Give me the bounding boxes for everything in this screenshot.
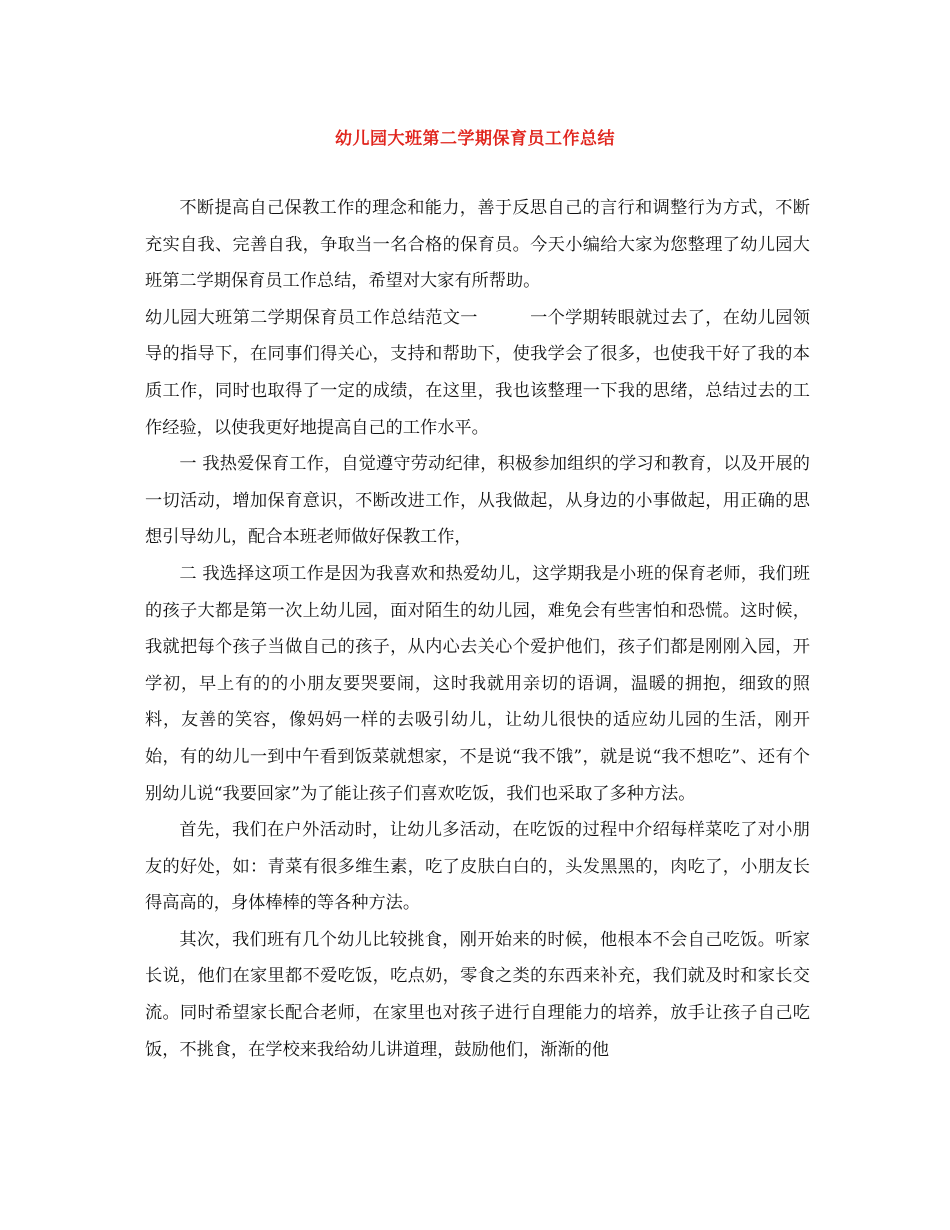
intro-paragraph: 不断提高自己保教工作的理念和能力，善于反思自己的言行和调整行为方式，不断充实自我、完善自我，争取当一名合格的保育员。今天小编给大家为您整理了幼儿园大班第二学期保育员工作总结，希望对大家有所帮助。 [145,198,810,292]
document-body [145,190,810,1068]
sample-heading: 幼儿园大班第二学期保育员工作总结范文一 [145,307,478,328]
point-one-paragraph: 一 我热爱保育工作，自觉遵守劳动纪律，积极参加组织的学习和教育，以及开展的一切活动，增加保育意识，不断改进工作，从我做起，从身边的小事做起，用正确的思想引导幼儿，配合本班老师做好保教工作， [145,454,810,548]
sample-opening: 一个学期转眼就过去了，在幼儿园领导的指导下，在同事们得关心，支持和帮助下，使我学会了很多，也使我干好了我的本质工作，同时也取得了一定的成绩，在这里，我也该整理一下我的思绪，总结过去的工作经验，以使我更好地提高自己的工作水平。 [145,307,810,438]
second-paragraph: 其次，我们班有几个幼儿比较挑食，刚开始来的时候，他根本不会自己吃饭。听家长说，他们在家里都不爱吃饭，吃点奶，零食之类的东西来补充，我们就及时和家长交流。同时希望家长配合老师，在家里也对孩子进行自理能力的培养，放手让孩子自己吃饭，不挑食，在学校来我给幼儿讲道理，鼓励他们，渐渐的他 [145,929,810,1060]
first-paragraph: 首先，我们在户外活动时，让幼儿多活动，在吃饭的过程中介绍每样菜吃了对小朋友的好处，如：青菜有很多维生素，吃了皮肤白白的，头发黑黑的，肉吃了，小朋友长得高高的，身体棒棒的等各种方法。 [145,820,810,914]
document-title: 幼儿园大班第二学期保育员工作总结 [335,129,615,149]
sample-paragraph [145,300,810,446]
point-two-paragraph: 二 我选择这项工作是因为我喜欢和热爱幼儿，这学期我是小班的保育老师，我们班的孩子大都是第一次上幼儿园，面对陌生的幼儿园，难免会有些害怕和恐慌。这时候，我就把每个孩子当做自己的孩子，从内心去关心个爱护他们，孩子们都是刚刚入园，开学初，早上有的的小朋友要哭要闹，这时我就用亲切的语调，温暖的拥抱，细致的照料，友善的笑容，像妈妈一样的去吸引幼儿，让幼儿很快的适应幼儿园的生活，刚开始，有的幼儿一到中午看到饭菜就想家，不是说“我不饿”，就是说“我不想吃”、还有个别幼儿说“我要回家”为了能让孩子们喜欢吃饭，我们也采取了多种方法。 [145,563,810,804]
